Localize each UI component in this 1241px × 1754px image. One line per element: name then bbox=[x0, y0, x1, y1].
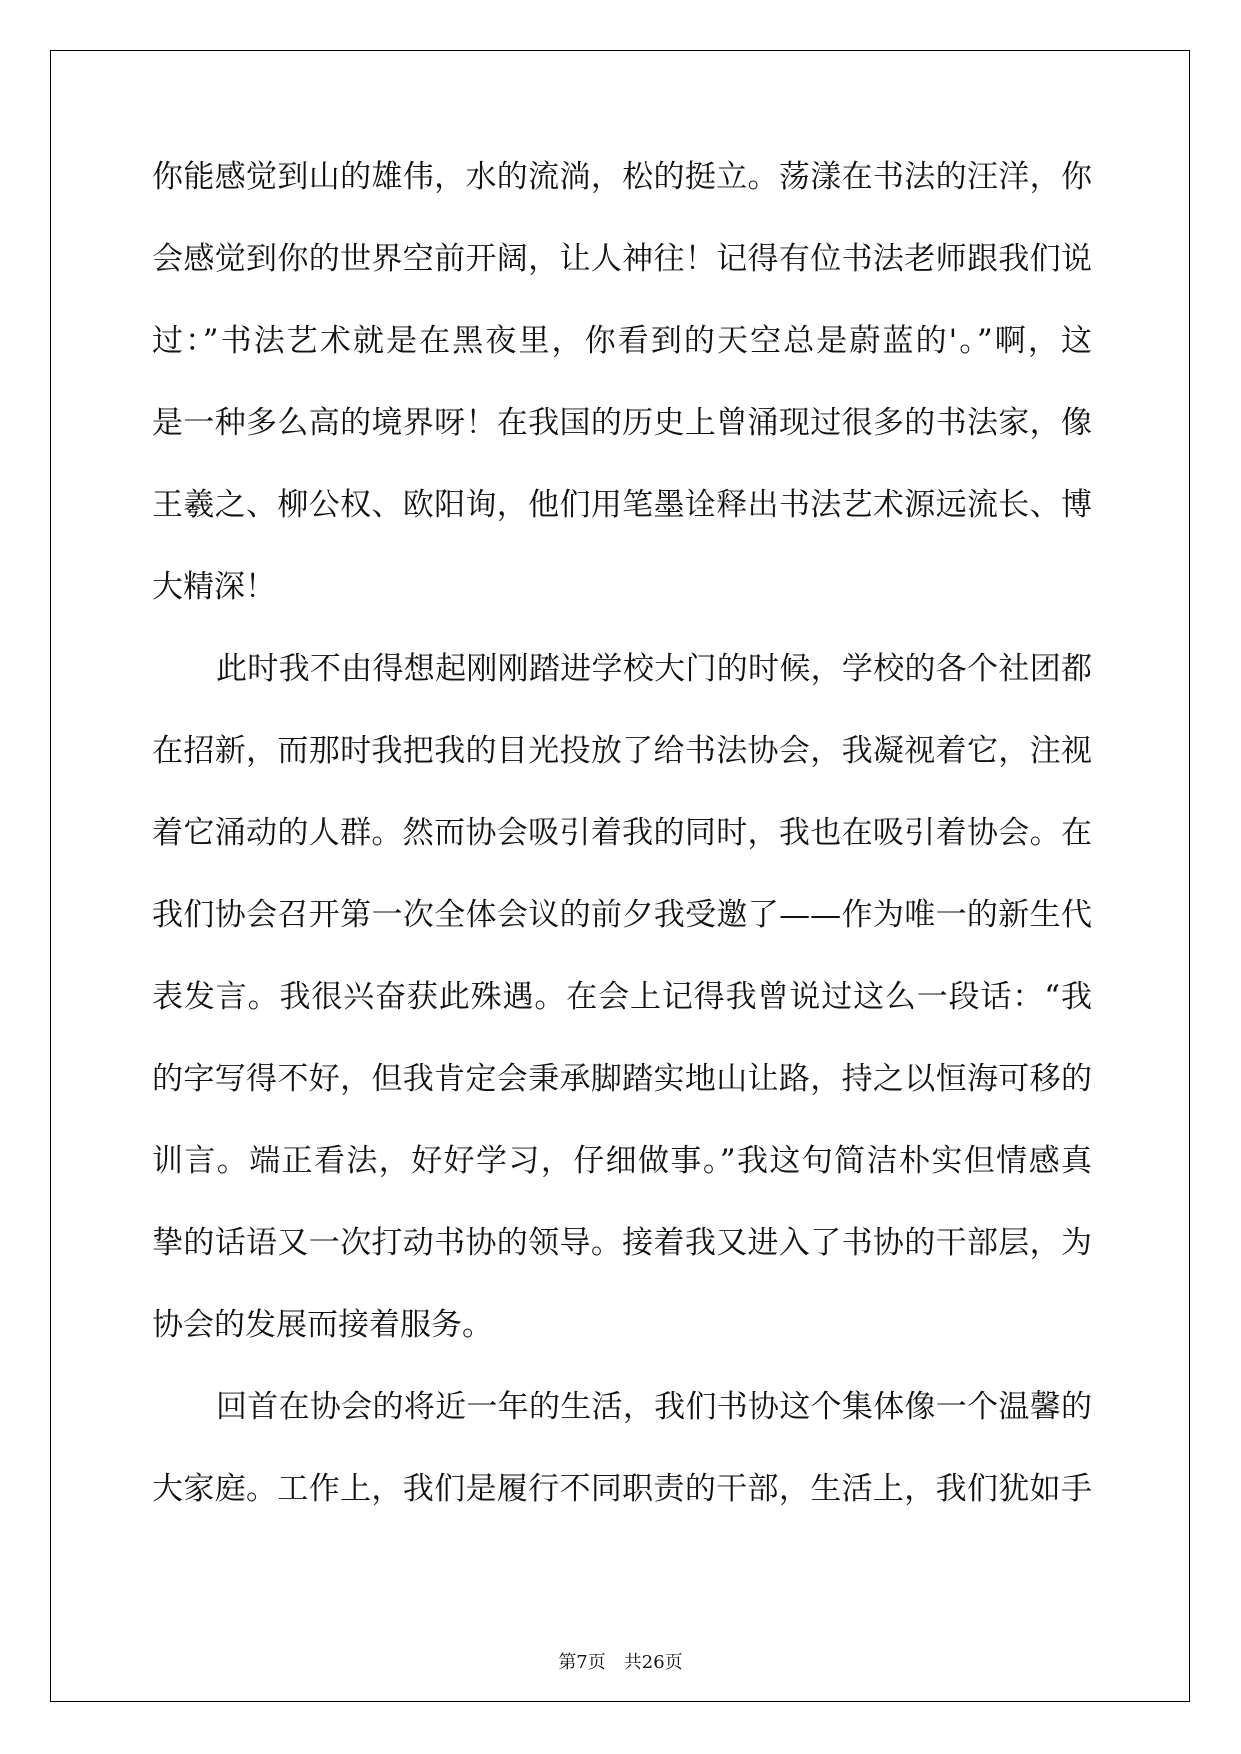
text-line: 我们协会召开第一次全体会议的前夕我受邀了——作为唯一的新生代 bbox=[152, 897, 1092, 933]
text-line: 训言。端正看法，好好学习，仔细做事。”我这句简洁朴实但情感真 bbox=[152, 1143, 1092, 1179]
body-text bbox=[152, 160, 1092, 1554]
text-line: 挚的话语又一次打动书协的领导。接着我又进入了书协的干部层，为 bbox=[152, 1225, 1092, 1261]
text-line: 大家庭。工作上，我们是履行不同职责的干部，生活上，我们犹如手 bbox=[152, 1471, 1092, 1507]
text-line: 大精深！ bbox=[152, 569, 276, 605]
text-line: 是一种多么高的境界呀！在我国的历史上曾涌现过很多的书法家，像 bbox=[152, 405, 1092, 441]
text-line: 的字写得不好，但我肯定会秉承脚踏实地山让路，持之以恒海可移的 bbox=[152, 1061, 1092, 1097]
text-line: 会感觉到你的世界空前开阔，让人神往！记得有位书法老师跟我们说 bbox=[152, 241, 1092, 277]
text-line: 此时我不由得想起刚刚踏进学校大门的时候，学校的各个社团都 bbox=[216, 651, 1092, 687]
text-line: 你能感觉到山的雄伟，水的流淌，松的挺立。荡漾在书法的汪洋，你 bbox=[152, 159, 1092, 195]
text-line: 着它涌动的人群。然而协会吸引着我的同时，我也在吸引着协会。在 bbox=[152, 815, 1092, 851]
text-line: 在招新，而那时我把我的目光投放了给书法协会，我凝视着它，注视 bbox=[152, 733, 1092, 769]
text-line: 回首在协会的将近一年的生活，我们书协这个集体像一个温馨的 bbox=[216, 1389, 1092, 1425]
text-line: 表发言。我很兴奋获此殊遇。在会上记得我曾说过这么一段话：“我 bbox=[152, 979, 1092, 1015]
text-line: 过：”书法艺术就是在黑夜里，你看到的天空总是蔚蓝的'。”啊，这 bbox=[152, 323, 1092, 359]
text-line: 王羲之、柳公权、欧阳询，他们用笔墨诠释出书法艺术源远流长、博 bbox=[152, 487, 1092, 523]
page-number: 第7页 共26页 bbox=[558, 1652, 683, 1673]
text-line: 协会的发展而接着服务。 bbox=[152, 1307, 493, 1343]
